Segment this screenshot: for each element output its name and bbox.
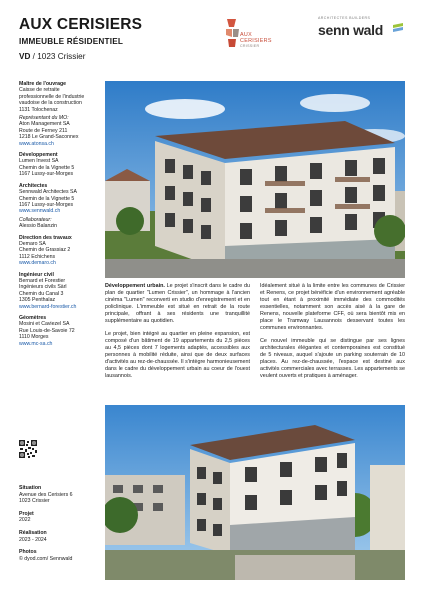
brand-tagline: ARCHITECTES BUILDERS xyxy=(318,16,371,20)
page-title: AUX CERISIERS xyxy=(19,16,143,33)
credit-link[interactable]: www.bernard-forestier.ch xyxy=(19,303,77,310)
credit-line: Sennwald Architectes SA xyxy=(19,189,77,196)
paragraph: Le projet, bien intégré au quartier en pleine expansion, est composé d'un bâtiment de 19 appartements du 2,5 pièces au 4,5 pièces dont 7 logements adaptés, accessibles aux personnes à mobilité réduite, ainsi que de deux surfaces d'activités au rez-de-chaussée. Il s'intègre harmonieusement dans le cadre du développement urbain au coeur de l'ouest lausannois. xyxy=(105,331,250,379)
credit-line: Chemin de la Vignette 5 xyxy=(19,164,75,171)
credit-line: Rue Louis-de-Savoie 72 xyxy=(19,327,75,334)
paragraph: Idéalement situé à la limite entre les communes de Crissier et Renens, ce projet bénéficie d'un environnement agréable tout en étant à proximité immédiate des commodités essentielles, notamment son accès aisé à la gare de Renens, nouvelle plateforme CFF, où sera bientôt mis en place le Tramway Lausannois desservant toutes les communes environnantes. xyxy=(260,283,405,331)
brand-logo xyxy=(318,16,408,38)
body-column-right xyxy=(260,283,405,386)
building-photo-secondary xyxy=(105,405,405,580)
credit-link[interactable]: www.demaro.ch xyxy=(19,260,56,267)
credit-line: Ingénieurs civils Sàrl xyxy=(19,284,67,291)
logo-line1: AUX xyxy=(240,32,252,38)
credit-line: Alessio Balanzin xyxy=(19,223,58,230)
paragraph: Le projet s'inscrit dans le cadre du plan de quartier "Lumen Crissier", un hommage à l'ancien cinéma "Lumen" reconverti en studio d'enregistrement et en policlinique. L'immeuble est situé en retrait de la route principale, offrant à ses résidents une tranquillité supplémentaire au quotidien. xyxy=(105,283,250,324)
credit-line: professionnelle de l'industrie xyxy=(19,93,85,100)
credit-head: Géomètres xyxy=(19,315,47,321)
credit-link[interactable]: www.mc-sa.ch xyxy=(19,340,53,347)
credit-link[interactable]: www.sennwald.ch xyxy=(19,208,61,215)
credit-line: Demaro SA xyxy=(19,240,46,247)
city: / 1023 Crissier xyxy=(32,52,86,61)
credit-line: Mosini et Caviezel SA xyxy=(19,321,70,328)
qr-code-icon[interactable] xyxy=(19,440,37,458)
logo-line2: CERISIERS xyxy=(240,38,272,45)
project-facts xyxy=(19,485,101,562)
credit-head: Architectes xyxy=(19,182,48,189)
fact-value: 1023 Crissier xyxy=(19,498,50,505)
credit-label: Collaborateur: xyxy=(19,216,52,223)
section-lead: Développement urbain. xyxy=(105,283,165,289)
paragraph: Ce nouvel immeuble qui se distingue par ses lignes architecturales élégantes et contemporaines est constitué de 5 niveaux, auquel s'ajoute un parking souterrain de 10 places. Au rez-de-chaussée, l'espace est destiné aux activités commerciales avec terrasses. Les appartements se veulent ouverts et pratiques à aménager. xyxy=(260,338,405,379)
fact-head: Photos xyxy=(19,549,37,556)
credit-line: Aton Management SA xyxy=(19,121,70,128)
credit-line: 1110 Morges xyxy=(19,334,49,341)
page-subtitle: IMMEUBLE RÉSIDENTIEL xyxy=(19,37,124,46)
cherry-blossom-icon xyxy=(224,17,240,51)
credit-head: Ingénieur civil xyxy=(19,271,54,278)
brand-name: senn wald xyxy=(318,22,383,38)
credit-line: Lumen Invest SA xyxy=(19,158,59,165)
credit-line: Route de Ferney 211 xyxy=(19,127,68,134)
credit-line: 1131 Tolochenaz xyxy=(19,106,58,113)
credit-line: 1305 Penthalaz xyxy=(19,297,56,304)
fact-value: 2023 - 2024 xyxy=(19,536,47,543)
building-photo-main xyxy=(105,81,405,278)
credit-head: Maître de l'ouvrage xyxy=(19,81,67,87)
credit-head: Direction des travaux xyxy=(19,234,72,241)
body-column-left xyxy=(105,283,250,386)
credit-line: Chemin de Grassiaz 2 xyxy=(19,247,71,254)
canton: VD xyxy=(19,52,31,61)
fact-head: Situation xyxy=(19,485,42,491)
credit-line: 1167 Lussy-sur-Morges xyxy=(19,171,74,178)
credit-line: Chemin de la Vignette 5 xyxy=(19,195,75,202)
credit-label: Représentant du MO: xyxy=(19,115,69,122)
credit-line: Chemin du Canal 3 xyxy=(19,290,64,297)
project-credits xyxy=(19,81,101,347)
credit-line: Bernard et Forestier xyxy=(19,277,66,284)
fact-head: Projet xyxy=(19,510,34,517)
fact-value: 2022 xyxy=(19,517,31,524)
location xyxy=(19,52,85,61)
credit-line: 1167 Lussy-sur-Morges xyxy=(19,201,74,208)
credit-line: 1218 Le Grand-Saconnex xyxy=(19,134,79,141)
credit-head: Développement xyxy=(19,152,58,159)
logo-line3: CRISSIER xyxy=(240,44,260,48)
credit-line: Caisse de retraite xyxy=(19,87,60,94)
credit-line: 1112 Echichens xyxy=(19,253,56,260)
fact-head: Réalisation xyxy=(19,529,47,536)
credit-link[interactable]: www.atonsa.ch xyxy=(19,140,54,147)
fact-value: Avenue des Cerisiers 6 xyxy=(19,491,73,498)
project-logo xyxy=(224,17,284,57)
brand-mark-icon xyxy=(392,22,404,34)
credit-line: vaudoise de la construction xyxy=(19,100,82,107)
fact-value: © dyod.com/ Sennwald xyxy=(19,555,73,562)
